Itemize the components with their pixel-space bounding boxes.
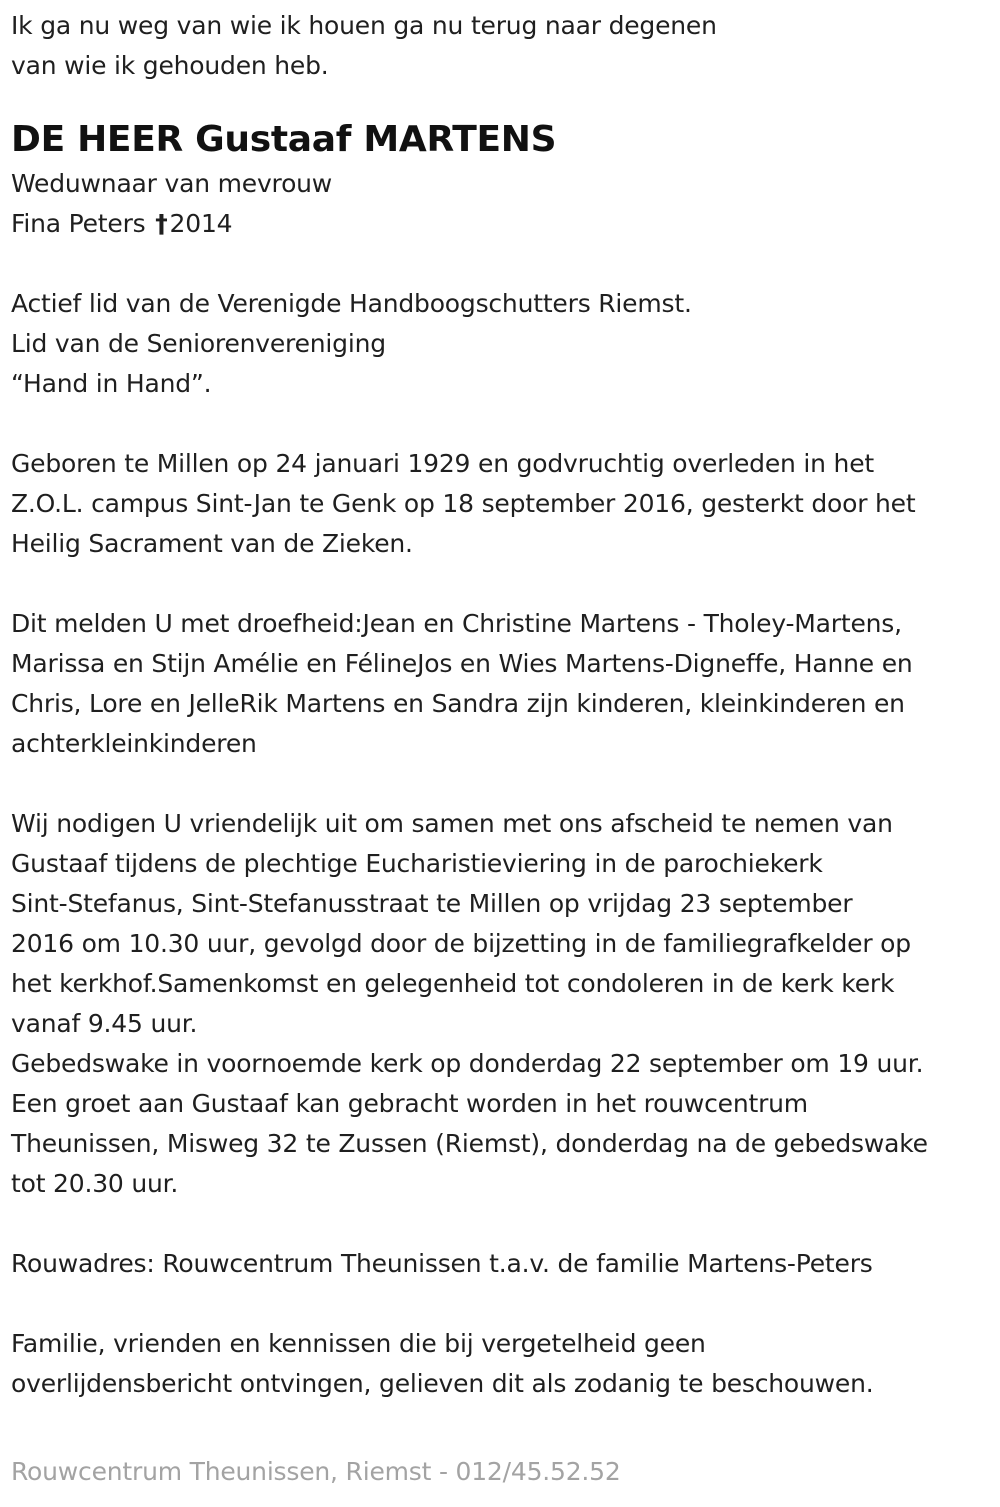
ceremony-line: Gustaaf tijdens de plechtige Eucharistieviering in de parochiekerk: [11, 849, 823, 878]
ceremony-line: Sint-Stefanus, Sint-Stefanusstraat te Millen op vrijdag 23 september: [11, 889, 853, 918]
ceremony-line: Gebedswake in voornoemde kerk op donderdag 22 september om 19 uur.: [11, 1049, 924, 1078]
ceremony-line: Een groet aan Gustaaf kan gebracht worden in het rouwcentrum: [11, 1089, 808, 1118]
spacer: [11, 764, 996, 804]
spacer: [11, 1204, 996, 1244]
memberships-block: [11, 284, 996, 404]
spacer: [11, 1284, 996, 1324]
spacer: [11, 244, 996, 284]
birth-death-line: Heilig Sacrament van de Zieken.: [11, 529, 413, 558]
ceremony-line: Theunissen, Misweg 32 te Zussen (Riemst), donderdag na de gebedswake: [11, 1129, 928, 1158]
family-line: achterkleinkinderen: [11, 729, 257, 758]
birth-death-line: Geboren te Millen op 24 januari 1929 en godvruchtig overleden in het: [11, 449, 874, 478]
spouse-line: Weduwnaar van mevrouw: [11, 169, 333, 198]
birth-death-block: [11, 444, 996, 564]
membership-line: “Hand in Hand”.: [11, 369, 212, 398]
membership-line: Actief lid van de Verenigde Handboogschutters Riemst.: [11, 289, 692, 318]
funeral-home-footer: Rouwcentrum Theunissen, Riemst - 012/45.52.52: [11, 1457, 621, 1486]
birth-death-line: Z.O.L. campus Sint-Jan te Genk op 18 september 2016, gesterkt door het: [11, 489, 916, 518]
family-line: Dit melden U met droefheid:Jean en Christine Martens - Tholey-Martens,: [11, 609, 902, 638]
spacer: [11, 564, 996, 604]
closing-line: Familie, vrienden en kennissen die bij vergetelheid geen: [11, 1329, 706, 1358]
obituary-notice: [11, 6, 996, 1404]
spouse-name: Fina Peters: [11, 209, 146, 238]
motto-line: Ik ga nu weg van wie ik houen ga nu terug naar degenen: [11, 11, 717, 40]
ceremony-line: het kerkhof.Samenkomst en gelegenheid tot condoleren in de kerk kerk: [11, 969, 895, 998]
cross-icon: †: [155, 209, 168, 238]
family-block: [11, 604, 996, 764]
spouse-block: [11, 164, 996, 244]
family-line: Marissa en Stijn Amélie en FélineJos en Wies Martens-Digneffe, Hanne en: [11, 649, 913, 678]
ceremony-line: tot 20.30 uur.: [11, 1169, 179, 1198]
mourning-address: Rouwadres: Rouwcentrum Theunissen t.a.v. de familie Martens-Peters: [11, 1249, 873, 1278]
ceremony-block: [11, 804, 996, 1204]
family-line: Chris, Lore en JelleRik Martens en Sandra zijn kinderen, kleinkinderen en: [11, 689, 905, 718]
deceased-name: DE HEER Gustaaf MARTENS: [11, 119, 557, 160]
ceremony-line: Wij nodigen U vriendelijk uit om samen met ons afscheid te nemen van: [11, 809, 893, 838]
spouse-death-year: 2014: [169, 209, 233, 238]
motto-block: [11, 6, 996, 86]
spouse-name-line: [11, 204, 996, 244]
membership-line: Lid van de Seniorenvereniging: [11, 329, 386, 358]
closing-line: overlijdensbericht ontvingen, gelieven dit als zodanig te beschouwen.: [11, 1369, 874, 1398]
closing-block: [11, 1324, 996, 1404]
ceremony-line: 2016 om 10.30 uur, gevolgd door de bijzetting in de familiegrafkelder op: [11, 929, 911, 958]
spacer: [11, 404, 996, 444]
ceremony-line: vanaf 9.45 uur.: [11, 1009, 198, 1038]
motto-line: van wie ik gehouden heb.: [11, 51, 329, 80]
